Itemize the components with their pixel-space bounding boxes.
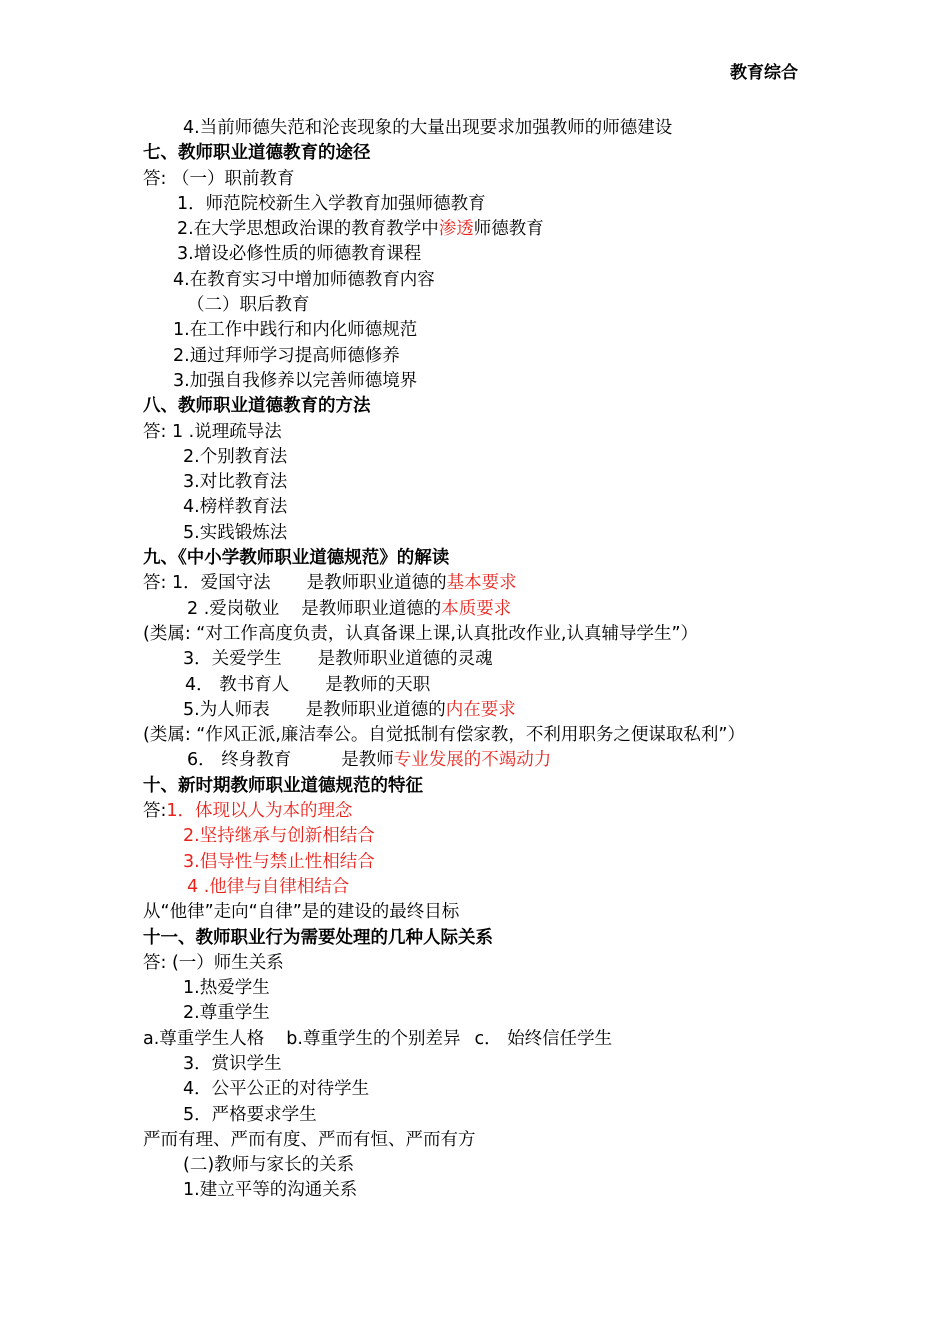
text-segment: 是教师 [341, 750, 394, 771]
text-segment: 3.对比教育法 [183, 472, 288, 493]
text-segment: 2 .爱岗敬业 [187, 598, 280, 619]
text-line [143, 824, 793, 849]
text-segment: 师德教育 [473, 219, 544, 240]
text-segment: c． 始终信任学生 [474, 1028, 613, 1049]
section-heading [143, 926, 793, 951]
text-segment: （二）职后教育 [187, 295, 310, 316]
text-line [143, 799, 793, 824]
text-line [143, 344, 793, 369]
text-segment: 4.在教育实习中增加师德教育内容 [173, 269, 435, 290]
text-segment: 是教师职业道德的 [301, 598, 442, 619]
highlighted-text: 2.坚持继承与创新相结合 [183, 826, 375, 847]
text-segment: 3.加强自我修养以完善师德境界 [173, 370, 418, 391]
text-line [143, 318, 793, 343]
text-segment: 是教师职业道德的 [305, 699, 446, 720]
text-segment: 2.个别教育法 [183, 446, 288, 467]
text-line [143, 1001, 793, 1026]
section-heading [143, 141, 793, 166]
text-line [143, 647, 793, 672]
text-line [143, 1128, 793, 1153]
section-heading [143, 774, 793, 799]
highlighted-text: 专业发展的不竭动力 [393, 750, 552, 771]
text-segment: 十一、教师职业行为需要处理的几种人际关系 [143, 927, 493, 948]
text-line [143, 217, 793, 242]
text-line [143, 420, 793, 445]
text-line [143, 1077, 793, 1102]
text-segment: 八、教师职业道德教育的方法 [143, 396, 371, 417]
text-segment: 是教师职业道德的 [306, 573, 447, 594]
text-line [143, 723, 793, 748]
highlighted-text: 1．体现以人为本的理念 [166, 801, 353, 822]
text-segment: 3．赏识学生 [183, 1053, 282, 1074]
text-segment: 1.在工作中践行和内化师德规范 [173, 320, 418, 341]
text-segment: 2.通过拜师学习提高师德修养 [173, 345, 400, 366]
text-segment: 3.增设必修性质的师德教育课程 [177, 244, 422, 265]
text-line [143, 622, 793, 647]
text-line [143, 597, 793, 622]
section-heading [143, 394, 793, 419]
text-segment: 4.榜样教育法 [183, 497, 288, 518]
text-segment: 答: (一）师生关系 [143, 952, 284, 973]
highlighted-text: 内在要求 [445, 699, 516, 720]
text-line [143, 167, 793, 192]
text-line [143, 242, 793, 267]
text-segment: 严而有理、严而有度、严而有恒、严而有方 [143, 1129, 476, 1150]
text-line [143, 192, 793, 217]
text-segment: (二)教师与家长的关系 [183, 1155, 355, 1176]
text-segment: 九、《中小学教师职业道德规范》的解读 [143, 548, 450, 569]
text-segment: (类属: “作风正派,廉洁奉公。自觉抵制有偿家教，不利用职务之便谋取私利”） [143, 725, 745, 746]
text-segment: 十、新时期教师职业道德规范的特征 [143, 775, 423, 796]
text-segment: 答: 1．爱国守法 [143, 573, 271, 594]
text-line [143, 850, 793, 875]
text-line [143, 673, 793, 698]
text-line [143, 875, 793, 900]
text-segment: 5．严格要求学生 [183, 1104, 317, 1125]
document-body [143, 116, 793, 1204]
text-line [143, 445, 793, 470]
text-line [143, 900, 793, 925]
section-heading [143, 546, 793, 571]
text-segment: 答: 1 .说理疏导法 [143, 421, 282, 442]
text-line [143, 1027, 793, 1052]
text-line [143, 470, 793, 495]
page-header-title: 教育综合 [730, 63, 798, 83]
text-line [143, 748, 793, 773]
text-segment: 答: [143, 801, 167, 822]
text-segment: 2.尊重学生 [183, 1003, 270, 1024]
text-segment: 6． 终身教育 [187, 750, 292, 771]
text-segment: 七、教师职业道德教育的途径 [143, 143, 371, 164]
text-segment: 3．关爱学生 [183, 649, 282, 670]
text-line [143, 1178, 793, 1203]
highlighted-text: 本质要求 [441, 598, 512, 619]
text-line [143, 571, 793, 596]
text-line [143, 268, 793, 293]
text-segment: 2.在大学思想政治课的教育教学中 [177, 219, 439, 240]
text-segment: 从“他律”走向“自律”是的建设的最终目标 [143, 902, 460, 923]
text-segment: 4.当前师德失范和沦丧现象的大量出现要求加强教师的师德建设 [183, 118, 673, 138]
text-line [143, 116, 793, 141]
text-line [143, 976, 793, 1001]
text-line [143, 1153, 793, 1178]
text-line [143, 495, 793, 520]
text-segment: 5.为人师表 [183, 699, 270, 720]
text-line [143, 1103, 793, 1128]
text-segment: 1．师范院校新生入学教育加强师德教育 [177, 193, 486, 214]
text-segment: 5.实践锻炼法 [183, 522, 288, 543]
highlighted-text: 4 .他律与自律相结合 [187, 876, 350, 897]
text-segment: 是教师职业道德的灵魂 [317, 649, 493, 670]
text-line [143, 698, 793, 723]
text-segment: 答: （一）职前教育 [143, 168, 295, 189]
text-segment: 是教师的天职 [325, 674, 431, 695]
highlighted-text: 3.倡导性与禁止性相结合 [183, 851, 375, 872]
highlighted-text: 渗透 [438, 219, 474, 240]
text-segment: 1.建立平等的沟通关系 [183, 1180, 358, 1201]
text-segment: b.尊重学生的个别差异 [286, 1028, 461, 1049]
text-segment: 4． 教书育人 [185, 674, 290, 695]
text-line [143, 951, 793, 976]
text-line [143, 293, 793, 318]
text-line [143, 369, 793, 394]
text-segment: (类属: “对工作高度负责，认真备课上课,认真批改作业,认真辅导学生”） [143, 623, 699, 644]
text-line [143, 521, 793, 546]
text-segment: 4．公平公正的对待学生 [183, 1079, 370, 1100]
text-segment: a.尊重学生人格 [143, 1028, 265, 1049]
text-line [143, 1052, 793, 1077]
highlighted-text: 基本要求 [446, 573, 517, 594]
text-segment: 1.热爱学生 [183, 978, 270, 999]
